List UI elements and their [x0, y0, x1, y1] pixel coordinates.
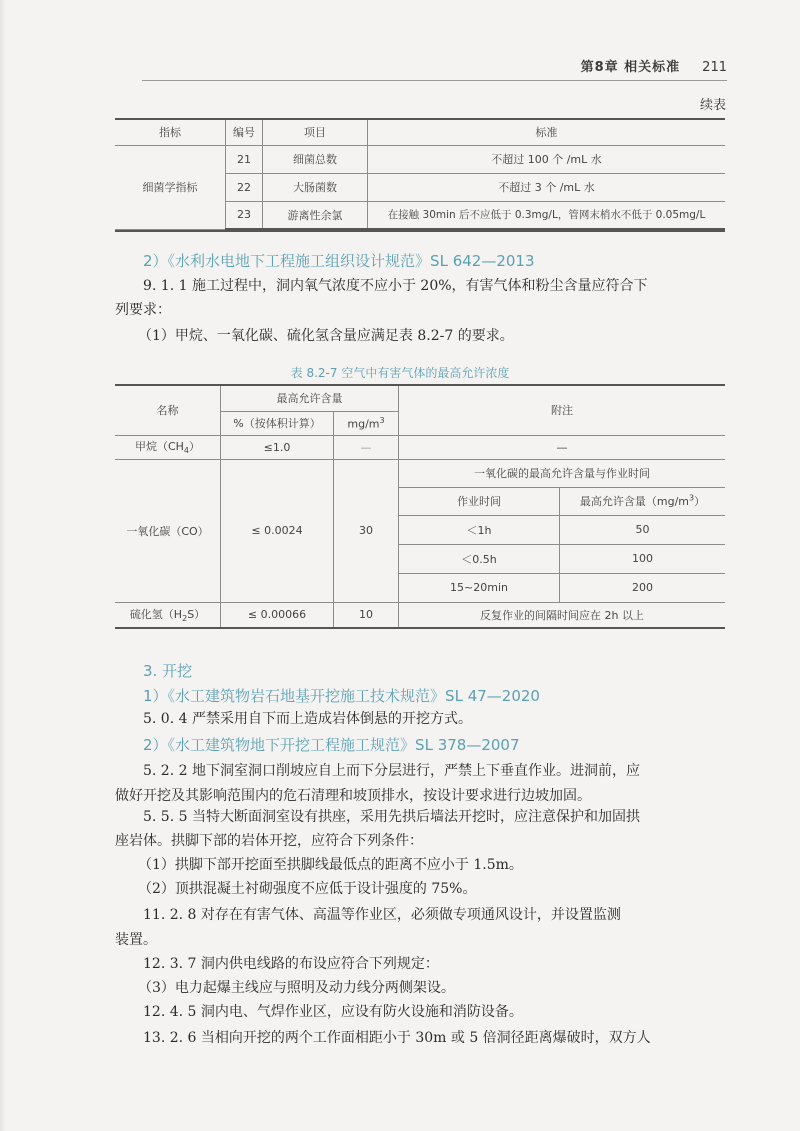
- running-header: [142, 56, 727, 78]
- row-std: 不超过 100 个 /mL 水: [368, 145, 726, 173]
- h2s-name: [115, 602, 221, 628]
- row-item: 大肠菌数: [263, 173, 368, 201]
- co-name: 一氧化碳（CO）: [115, 459, 221, 602]
- h2s-mg: 10: [334, 602, 399, 628]
- ch4-name-text: 甲烷（CH: [134, 440, 184, 454]
- header-text: [581, 56, 727, 75]
- co-sub-h1: 作业时间: [399, 487, 560, 515]
- ch4-note: —: [399, 435, 726, 459]
- th-mg: [334, 411, 399, 435]
- th-item: 项目: [263, 119, 368, 145]
- th-mg-sup: 3: [379, 415, 385, 425]
- co-val: 100: [560, 544, 726, 573]
- chapter-title: 第8章 相关标准: [580, 60, 681, 75]
- continued-label: 续表: [699, 98, 726, 113]
- clause-13-2-6: 13. 2. 6 当相向开挖的两个工作面相距小于 30m 或 5 倍洞径距离爆破时，双方人: [143, 1030, 651, 1046]
- clause-5-0-4: 5. 0. 4 严禁采用自下而上造成岩体倒悬的开挖方式。: [143, 711, 472, 727]
- h2s-name-text: 硫化氢（H: [129, 608, 183, 622]
- clause-5-2-2-line2: 做好开挖及其影响范围内的危石清理和坡顶排水，按设计要求进行边坡加固。: [115, 788, 591, 804]
- ch4-name: [115, 435, 221, 459]
- page-number: 211: [702, 60, 727, 75]
- ch4-sub: 4: [183, 446, 190, 456]
- group-label: 细菌学指标: [115, 145, 226, 229]
- clause-9-1-1-line2: 列要求：: [115, 302, 171, 318]
- clause-11-2-8-line2: 装置。: [115, 932, 157, 948]
- th-note: 附注: [399, 385, 726, 435]
- section-sl378-heading: 2）《水工建筑物地下开挖工程施工规范》SL 378—2007: [143, 736, 520, 754]
- ch4-close: ）: [189, 440, 201, 454]
- row-std: 不超过 3 个 /mL 水: [368, 173, 726, 201]
- table1-bottom-rule: [115, 230, 725, 232]
- section-heading-sl642: 2）《水利水电地下工程施工组织设计规范》SL 642—2013: [143, 252, 535, 270]
- th-standard: 标准: [368, 119, 726, 145]
- co-sub-h2-close: ）: [694, 495, 706, 508]
- row-std: 在接触 30min 后不应低于 0.3mg/L，管网末梢水不低于 0.05mg/L: [368, 201, 726, 229]
- row-no: 21: [226, 145, 263, 173]
- row-no: 22: [226, 173, 263, 201]
- th-indicator: 指标: [115, 119, 226, 145]
- h2s-note: 反复作业的间隔时间应在 2h 以上: [399, 602, 726, 628]
- gas-table: [115, 384, 725, 629]
- clause-5-5-5-line1: 5. 5. 5 当特大断面洞室设有拱座，采用先拱后墙法开挖时，应注意保护和加固拱: [143, 809, 640, 825]
- h2s-vol: ≤ 0.00066: [221, 602, 334, 628]
- clause-5-5-5-item2: （2）顶拱混凝土衬砌强度不应低于设计强度的 75%。: [138, 881, 477, 897]
- header-rule: [142, 80, 727, 81]
- clause-5-5-5-item1: （1）拱脚下部开挖面至拱脚线最低点的距离不应小于 1.5m。: [138, 857, 523, 873]
- clause-12-4-5: 12. 4. 5 洞内电、气焊作业区，应设有防火设施和消防设备。: [143, 1004, 523, 1020]
- clause-12-3-7-item3: （3）电力起爆主线应与照明及动力线分两侧架设。: [138, 980, 455, 996]
- th-vol: %（按体积计算）: [221, 411, 334, 435]
- co-time: ＜0.5h: [399, 544, 560, 573]
- ch4-vol: ≤1.0: [221, 435, 334, 459]
- table2-caption: 表 8.2-7 空气中有害气体的最高允许浓度: [290, 366, 510, 380]
- clause-5-5-5-line2: 座岩体。拱脚下部的岩体开挖，应符合下列条件：: [115, 833, 423, 849]
- row-item: 游离性余氯: [263, 201, 368, 229]
- bacteria-table: [115, 118, 725, 230]
- ch4-mg: —: [334, 435, 399, 459]
- th-mg-text: mg/m: [347, 417, 380, 431]
- co-note-title: 一氧化碳的最高允许含量与作业时间: [399, 459, 726, 487]
- h2s-sub: 2: [182, 614, 188, 624]
- co-time: 15~20min: [399, 573, 560, 602]
- clause-12-3-7: 12. 3. 7 洞内供电线路的布设应符合下列规定：: [143, 956, 439, 972]
- section-sl47-heading: 1）《水工建筑物岩石地基开挖施工技术规范》SL 47—2020: [143, 687, 540, 705]
- row-item: 细菌总数: [263, 145, 368, 173]
- row-no: 23: [226, 201, 263, 229]
- clause-9-1-1-item1: （1）甲烷、一氧化碳、硫化氢含量应满足表 8.2-7 的要求。: [138, 328, 514, 344]
- co-sub-h2: [560, 487, 726, 515]
- co-mg: 30: [334, 459, 399, 602]
- h2s-close: S）: [187, 608, 206, 622]
- th-name: 名称: [115, 385, 221, 435]
- section-3-heading: 3. 开挖: [143, 662, 193, 680]
- co-val: 200: [560, 573, 726, 602]
- co-vol: ≤ 0.0024: [221, 459, 334, 602]
- co-sub-h2-sup: 3: [689, 493, 695, 503]
- page-shadow: [0, 0, 6, 1131]
- th-max: 最高允许含量: [221, 385, 399, 411]
- clause-9-1-1-line1: 9. 1. 1 施工过程中，洞内氧气浓度不应小于 20%，有害气体和粉尘含量应符合下: [143, 278, 648, 294]
- co-val: 50: [560, 515, 726, 544]
- clause-11-2-8-line1: 11. 2. 8 对存在有害气体、高温等作业区，必须做专项通风设计，并设置监测: [143, 907, 621, 923]
- th-number: 编号: [226, 119, 263, 145]
- clause-5-2-2-line1: 5. 2. 2 地下洞室洞口削坡应自上而下分层进行，严禁上下垂直作业。进洞前，应: [143, 763, 640, 779]
- co-time: ＜1h: [399, 515, 560, 544]
- co-sub-h2-text: 最高允许含量（mg/m: [579, 495, 690, 508]
